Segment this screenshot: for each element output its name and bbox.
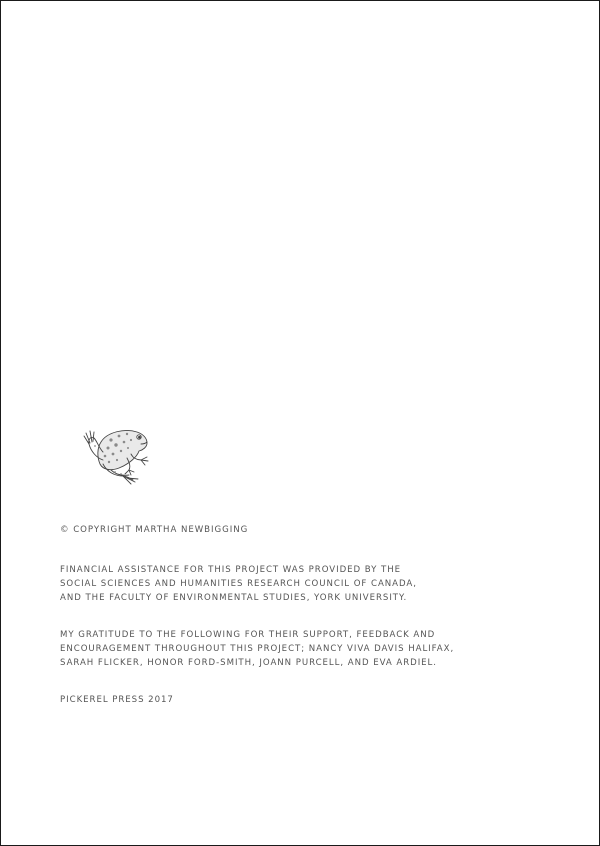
copyright-notice (60, 523, 480, 537)
copyright-text: © COPYRIGHT MARTHA NEWBIGGING (60, 525, 249, 535)
gratitude-line: MY GRATITUDE TO THE FOLLOWING FOR THEIR SUPPORT, FEEDBACK AND (60, 630, 436, 640)
gratitude-acknowledgement (60, 628, 480, 670)
publisher-imprint (60, 693, 480, 707)
gratitude-line: SARAH FLICKER, HONOR FORD-SMITH, JOANN PURCELL, AND EVA ARDIEL. (60, 658, 437, 668)
funding-line: SOCIAL SCIENCES AND HUMANITIES RESEARCH COUNCIL OF CANADA, (60, 579, 417, 589)
funding-line: FINANCIAL ASSISTANCE FOR THIS PROJECT WAS PROVIDED BY THE (60, 565, 402, 575)
funding-line: AND THE FACULTY OF ENVIRONMENTAL STUDIES, YORK UNIVERSITY. (60, 593, 408, 603)
frog-icon (81, 424, 153, 488)
gratitude-line: ENCOURAGEMENT THROUGHOUT THIS PROJECT; NANCY VIVA DAVIS HALIFAX, (60, 644, 455, 654)
publisher-text: PICKEREL PRESS 2017 (60, 695, 174, 705)
funding-acknowledgement (60, 563, 480, 605)
